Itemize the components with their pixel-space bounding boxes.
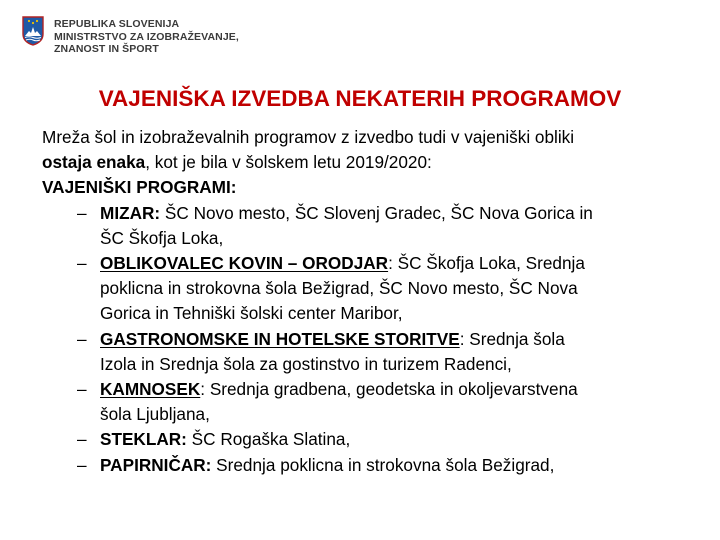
program-name: PAPIRNIČAR: bbox=[100, 454, 212, 475]
bullet-dash: – bbox=[77, 454, 87, 475]
bullet-dash: – bbox=[77, 253, 87, 274]
list-item-steklar bbox=[42, 427, 692, 452]
list-item-kamnosek bbox=[42, 377, 692, 427]
slovenia-coat-of-arms-icon bbox=[22, 16, 44, 46]
program-name: KAMNOSEK bbox=[100, 379, 201, 400]
program-schools: : Srednja šola bbox=[459, 328, 565, 349]
bullet-dash: – bbox=[77, 379, 87, 400]
program-schools-cont: Gorica in Tehniški šolski center Maribor, bbox=[100, 303, 403, 324]
list-item-gastronomske bbox=[42, 327, 692, 377]
program-name: GASTRONOMSKE IN HOTELSKE STORITVE bbox=[100, 328, 460, 349]
program-schools: : Srednja gradbena, geodetska in okoljevarstvena bbox=[200, 379, 578, 400]
ministry-header bbox=[22, 14, 239, 56]
program-schools-cont: šola Ljubljana, bbox=[100, 404, 210, 425]
program-name: MIZAR: bbox=[100, 202, 161, 223]
programs-heading: VAJENIŠKI PROGRAMI: bbox=[42, 177, 237, 198]
intro-line-2-rest: , kot je bila v šolskem letu 2019/2020: bbox=[145, 152, 432, 173]
intro-line-1: Mreža šol in izobraževalnih programov z izvedbo tudi v vajeniški obliki bbox=[42, 127, 575, 147]
slide-title: VAJENIŠKA IZVEDBA NEKATERIH PROGRAMOV bbox=[98, 86, 622, 111]
ministry-line-2: MINISTRSTVO ZA IZOBRAŽEVANJE, bbox=[54, 30, 239, 43]
program-schools: : ŠC Škofja Loka, Srednja bbox=[388, 253, 585, 274]
ministry-name bbox=[54, 18, 239, 56]
bullet-dash: – bbox=[77, 328, 87, 349]
bullet-dash: – bbox=[77, 202, 87, 223]
ministry-line-3: ZNANOST IN ŠPORT bbox=[54, 43, 159, 55]
intro-emphasis: ostaja enaka bbox=[42, 152, 146, 173]
program-schools-cont: ŠC Škofja Loka, bbox=[100, 227, 224, 248]
program-schools-cont: poklicna in strokovna šola Bežigrad, ŠC Novo mesto, ŠC Nova bbox=[100, 278, 578, 299]
list-item-mizar bbox=[42, 201, 692, 251]
bullet-dash: – bbox=[77, 429, 87, 450]
program-schools: Srednja poklicna in strokovna šola Bežigrad, bbox=[211, 454, 555, 475]
program-name: OBLIKOVALEC KOVIN – ORODJAR bbox=[100, 253, 389, 274]
list-item-oblikovalec-kovin bbox=[42, 251, 692, 327]
program-schools-cont: Izola in Srednja šola za gostinstvo in turizem Radenci, bbox=[100, 353, 512, 374]
slide-body bbox=[42, 125, 692, 478]
program-name: STEKLAR: bbox=[100, 429, 187, 450]
intro-line-2 bbox=[42, 150, 692, 175]
ministry-line-1: REPUBLIKA SLOVENIJA bbox=[54, 18, 180, 30]
program-schools: ŠC Novo mesto, ŠC Slovenj Gradec, ŠC Nova Gorica in bbox=[160, 202, 593, 223]
list-item-papirnicar bbox=[42, 453, 692, 478]
program-schools: ŠC Rogaška Slatina, bbox=[186, 429, 351, 450]
